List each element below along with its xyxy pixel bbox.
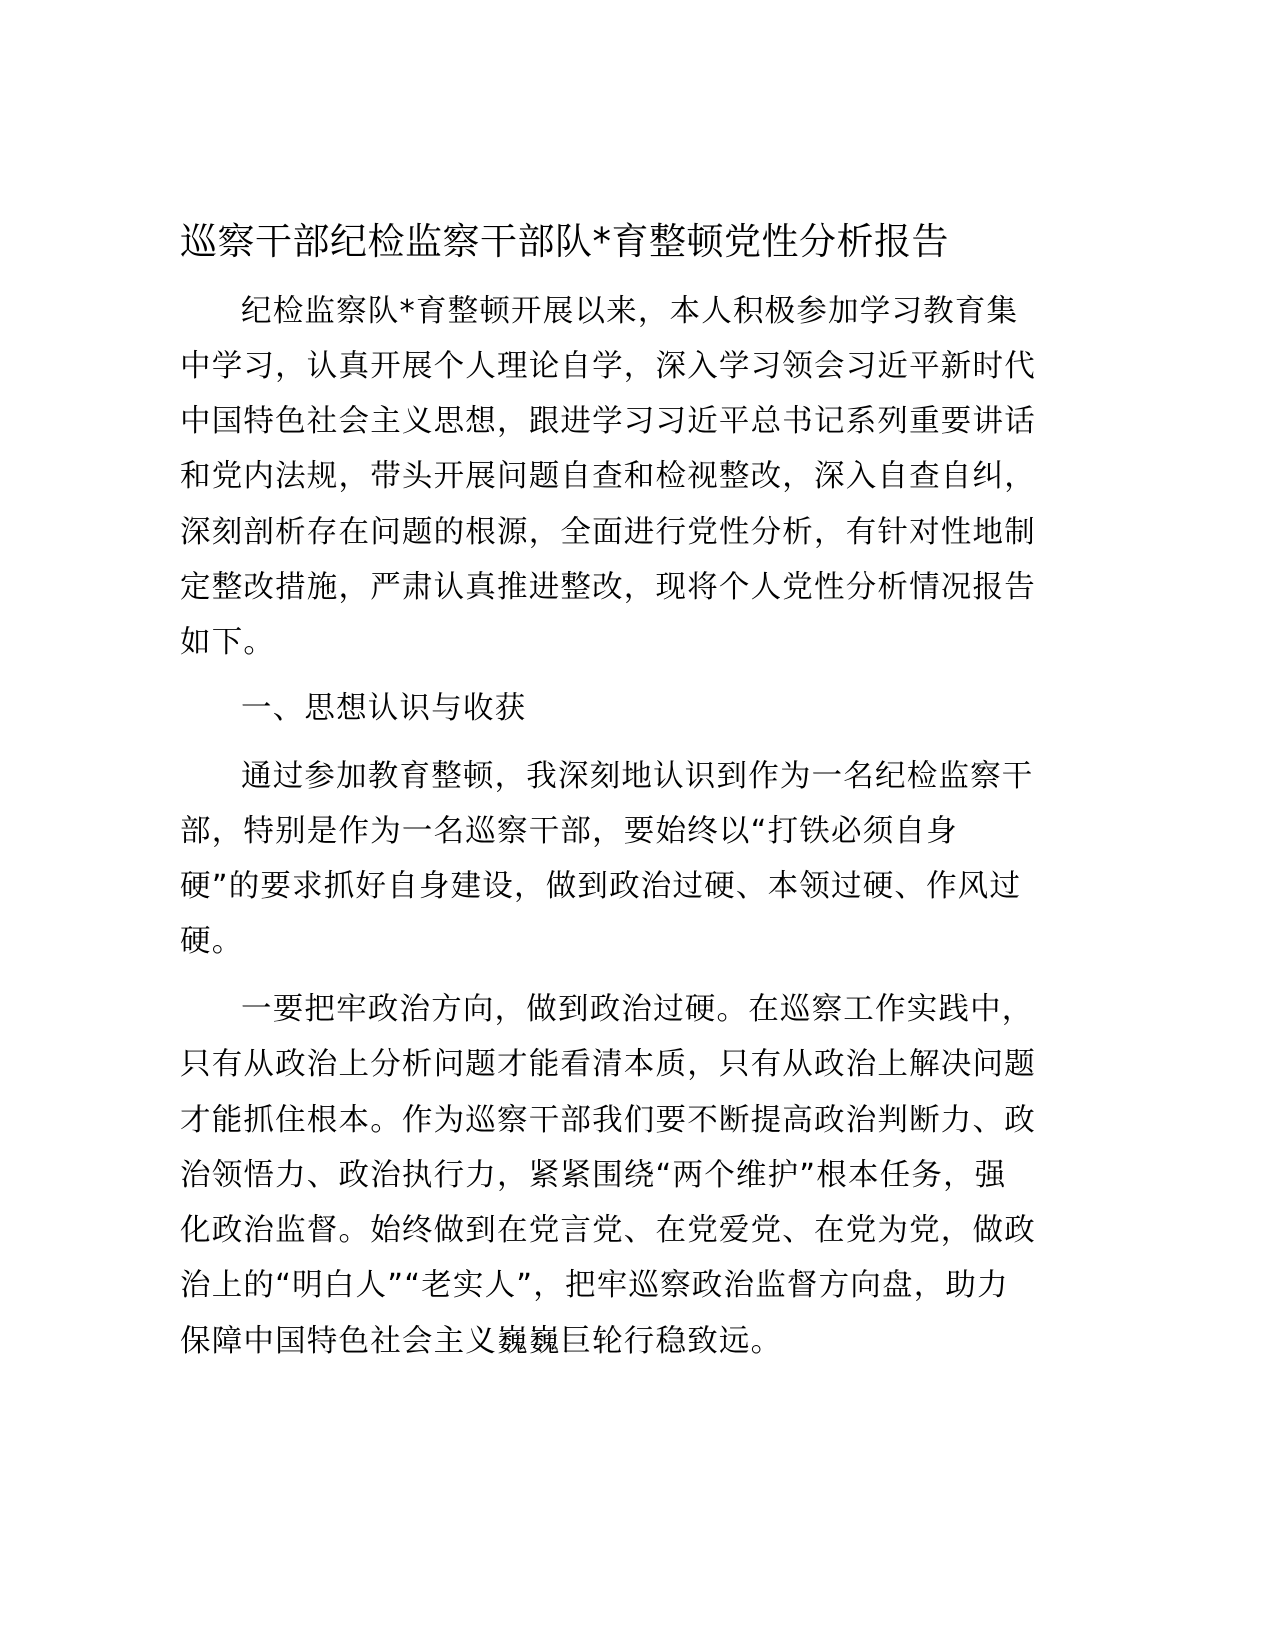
paragraph-1-line-6: 定整改措施，严肃认真推进整改，现将个人党性分析情况报告 bbox=[180, 570, 1036, 605]
paragraph-3-line-6: 治上的“明白人”“老实人”，把牢巡察政治监督方向盘，助力 bbox=[180, 1268, 1009, 1303]
paragraph-3-line-2: 只有从政治上分析问题才能看清本质，只有从政治上解决问题 bbox=[180, 1047, 1036, 1082]
paragraph-1-line-1: 纪检监察队*育整顿开展以来，本人积极参加学习教育集 bbox=[241, 294, 1019, 329]
paragraph-3-line-5: 化政治监督。始终做到在党言党、在党爱党、在党为党，做政 bbox=[180, 1213, 1036, 1248]
paragraph-2-line-2: 部，特别是作为一名巡察干部，要始终以“打铁必须自身 bbox=[180, 814, 958, 849]
paragraph-2-line-1: 通过参加教育整顿，我深刻地认识到作为一名纪检监察干 bbox=[241, 759, 1034, 794]
paragraph-3-line-1: 一要把牢政治方向，做到政治过硬。在巡察工作实践中， bbox=[241, 992, 1034, 1027]
paragraph-1-line-5: 深刻剖析存在问题的根源，全面进行党性分析，有针对性地制 bbox=[180, 515, 1036, 550]
paragraph-2-line-3: 硬”的要求抓好自身建设，做到政治过硬、本领过硬、作风过 bbox=[180, 869, 1022, 904]
paragraph-3-line-3: 才能抓住根本。作为巡察干部我们要不断提高政治判断力、政 bbox=[180, 1103, 1036, 1138]
document-title: 巡察干部纪检监察干部队*育整顿党性分析报告 bbox=[180, 220, 949, 263]
paragraph-1-line-4: 和党内法规，带头开展问题自查和检视整改，深入自查自纠， bbox=[180, 459, 1036, 494]
paragraph-1-line-7: 如下。 bbox=[180, 625, 276, 660]
paragraph-3-line-7: 保障中国特色社会主义巍巍巨轮行稳致远。 bbox=[180, 1324, 783, 1359]
paragraph-1-line-2: 中学习，认真开展个人理论自学，深入学习领会习近平新时代 bbox=[180, 349, 1036, 384]
paragraph-1-line-3: 中国特色社会主义思想，跟进学习习近平总书记系列重要讲话 bbox=[180, 404, 1036, 439]
section-heading-1: 一、思想认识与收获 bbox=[241, 691, 527, 726]
paragraph-3-line-4: 治领悟力、政治执行力，紧紧围绕“两个维护”根本任务，强 bbox=[180, 1158, 1007, 1193]
paragraph-2-line-4: 硬。 bbox=[180, 924, 244, 959]
